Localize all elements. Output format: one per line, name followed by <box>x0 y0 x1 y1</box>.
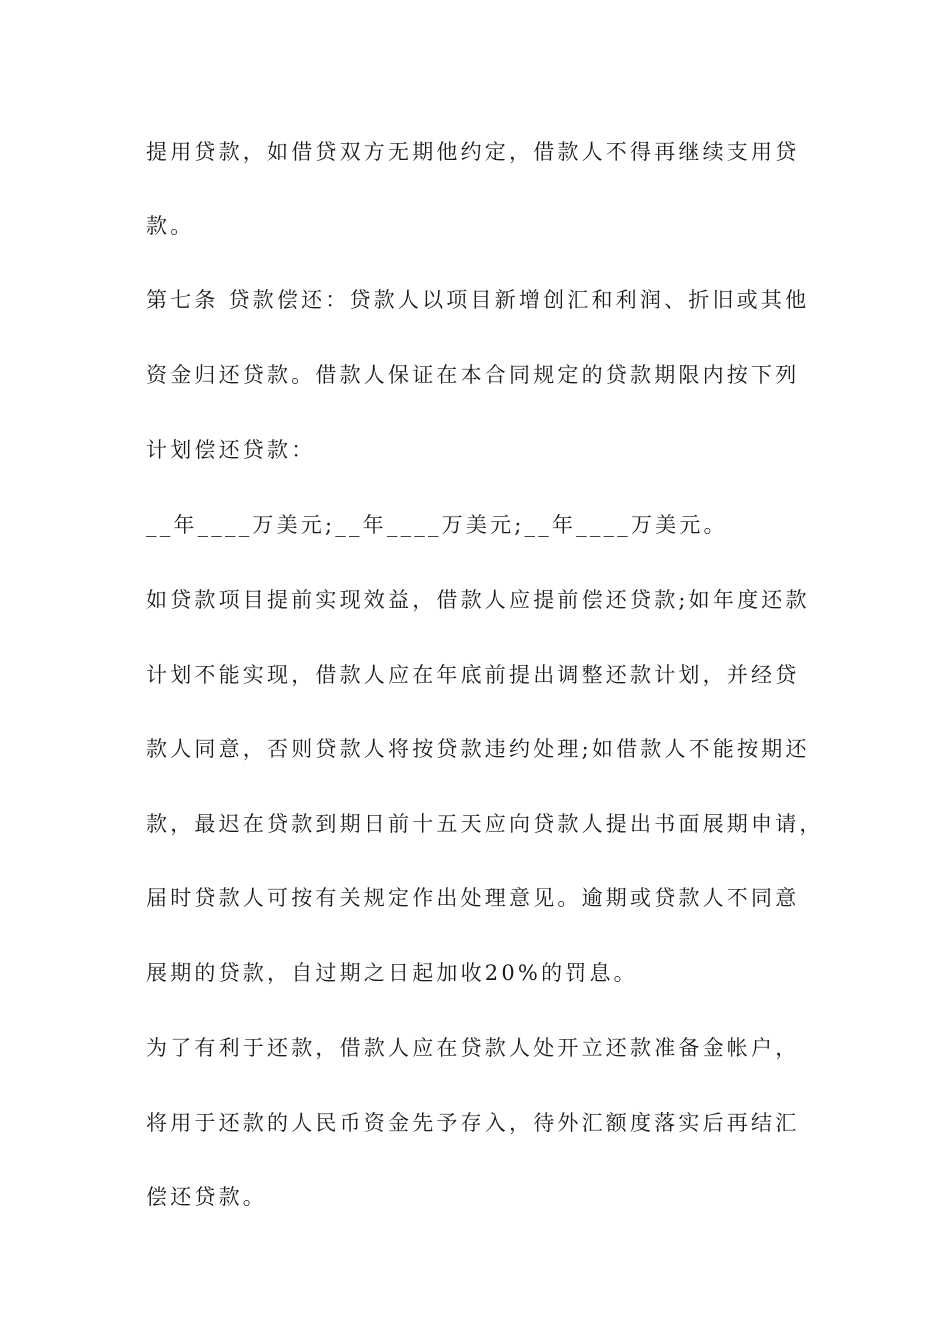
text-line: 计划不能实现，借款人应在年底前提出调整还款计划，并经贷 <box>146 663 800 687</box>
text-line: 届时贷款人可按有关规定作出处理意见。逾期或贷款人不同意 <box>146 886 800 910</box>
text-line: 第七条 贷款偿还：贷款人以项目新增创汇和利润、折旧或其他 <box>146 288 810 312</box>
text-line: 资金归还贷款。借款人保证在本合同规定的贷款期限内按下列 <box>146 363 800 387</box>
text-line: 为了有利于还款，借款人应在贷款人处开立还款准备金帐户， <box>146 1036 800 1060</box>
text-line: 计划偿还贷款： <box>146 438 316 462</box>
text-line: 款，最迟在贷款到期日前十五天应向贷款人提出书面展期申请， <box>146 812 824 836</box>
text-line: 展期的贷款，自过期之日起加收20%的罚息。 <box>146 961 638 985</box>
text-line: 将用于还款的人民币资金先予存入，待外汇额度落实后再结汇 <box>146 1111 800 1135</box>
text-line: 提用贷款，如借贷双方无期他约定，借款人不得再继续支用贷 <box>146 140 800 164</box>
text-line: 偿还贷款。 <box>146 1185 267 1209</box>
text-line: __年____万美元;__年____万美元;__年____万美元。 <box>146 513 728 537</box>
text-line: 如贷款项目提前实现效益，借款人应提前偿还贷款;如年度还款 <box>146 588 810 612</box>
text-line: 款。 <box>146 214 195 238</box>
text-line: 款人同意，否则贷款人将按贷款违约处理;如借款人不能按期还 <box>146 737 810 761</box>
